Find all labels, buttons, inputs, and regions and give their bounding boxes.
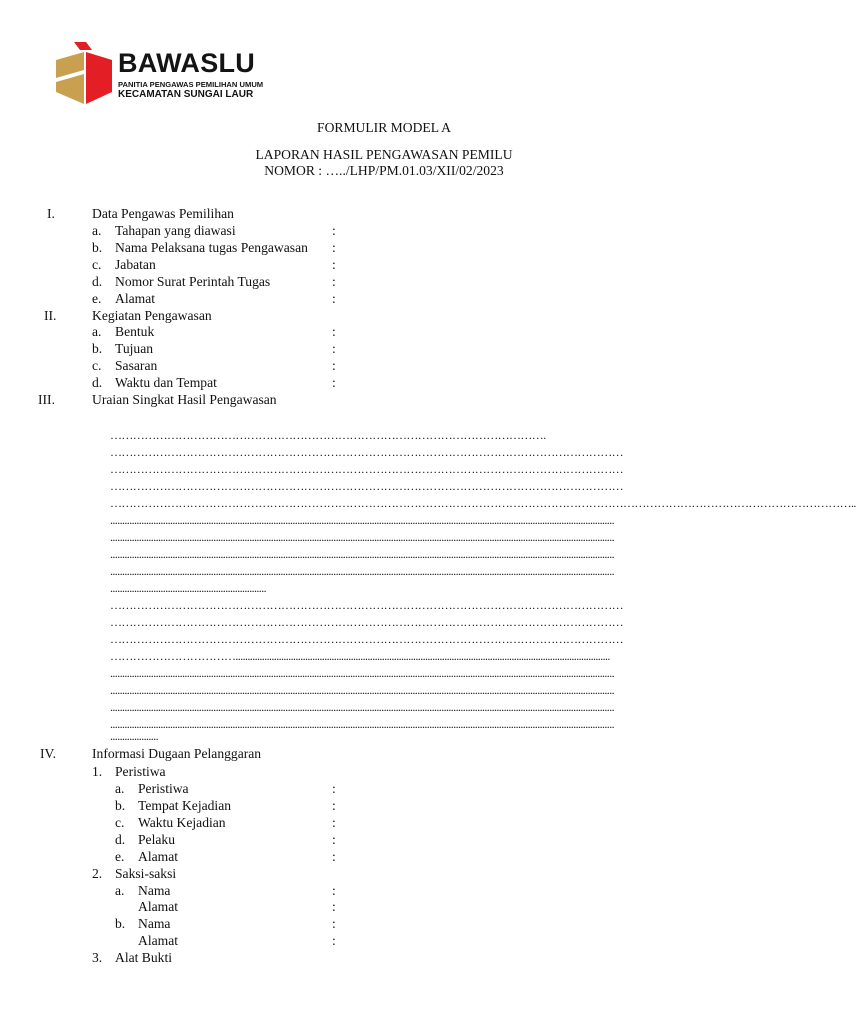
- s2-item-label: Waktu dan Tempat: [115, 375, 217, 390]
- field-colon: :: [332, 781, 336, 796]
- section-4-number: IV.: [40, 746, 56, 761]
- dotted-line: ..................................................................................................................................................................................................................: [110, 564, 615, 578]
- s2-item-letter: b.: [92, 341, 103, 356]
- bawaslu-logo: [52, 40, 292, 106]
- form-model-title: FORMULIR MODEL A: [317, 120, 451, 135]
- s1-item-letter: b.: [92, 240, 103, 255]
- bawaslu-emblem-icon: [52, 40, 114, 106]
- dotted-line: ..................................................................................................................................................................................................................: [110, 666, 615, 680]
- section-3-number: III.: [38, 392, 55, 407]
- s2-item-letter: d.: [92, 375, 103, 390]
- s1-item-letter: c.: [92, 257, 102, 272]
- s4-item-letter: e.: [115, 849, 125, 864]
- dotted-line: ………………………………………………………………………………………………………………………: [110, 462, 624, 476]
- s4-item-label: Alamat: [138, 899, 179, 914]
- s1-item-label: Tahapan yang diawasi: [115, 223, 236, 238]
- s4-item-letter: a.: [115, 883, 125, 898]
- s2-item-letter: c.: [92, 358, 102, 373]
- field-colon: :: [332, 815, 336, 830]
- field-colon: :: [332, 240, 336, 255]
- field-colon: :: [332, 358, 336, 373]
- dotted-line: ………………………………………………………………………………………………………………………: [110, 615, 624, 629]
- s4-sub1-number: 1.: [92, 764, 103, 779]
- dotted-line: ..................................................................................................................................................................................................................: [110, 683, 615, 697]
- s1-item-label: Jabatan: [115, 257, 156, 272]
- s4-sub3-title: Alat Bukti: [115, 950, 173, 965]
- s4-item-label: Alamat: [138, 849, 179, 864]
- field-colon: :: [332, 798, 336, 813]
- dotted-line: ..................................................................................................................................................................................................................: [110, 547, 615, 561]
- dotted-line: ..................................................................................................................................................................................................................: [110, 513, 615, 527]
- s2-item-label: Tujuan: [115, 341, 154, 356]
- s4-item-label: Alamat: [138, 933, 179, 948]
- s4-item-letter: a.: [115, 781, 125, 796]
- section-4-title: Informasi Dugaan Pelanggaran: [92, 746, 262, 761]
- s1-item-label: Nomor Surat Perintah Tugas: [115, 274, 271, 289]
- s2-item-label: Bentuk: [115, 324, 155, 339]
- dotted-line: .................................................................: [110, 581, 267, 595]
- s1-item-label: Alamat: [115, 291, 156, 306]
- logo-name: BAWASLU: [118, 48, 256, 78]
- field-colon: :: [332, 883, 336, 898]
- section-1-title: Data Pengawas Pemilihan: [92, 206, 234, 221]
- field-colon: :: [332, 324, 336, 339]
- s4-item-label: Nama: [138, 883, 171, 898]
- section-2-number: II.: [44, 308, 57, 323]
- field-colon: :: [332, 291, 336, 306]
- s1-item-label: Nama Pelaksana tugas Pengawasan: [115, 240, 308, 255]
- field-colon: :: [332, 916, 336, 931]
- logo-district: KECAMATAN SUNGAI LAUR: [118, 89, 254, 100]
- field-colon: :: [332, 341, 336, 356]
- section-3-title: Uraian Singkat Hasil Pengawasan: [92, 392, 277, 407]
- s1-item-letter: a.: [92, 223, 102, 238]
- section-2-title: Kegiatan Pengawasan: [92, 308, 212, 323]
- s4-item-letter: c.: [115, 815, 125, 830]
- dotted-line: ..................................................................................................................................................................................................................: [110, 530, 615, 544]
- report-number: NOMOR : …../LHP/PM.01.03/XII/02/2023: [264, 163, 504, 178]
- s4-sub2-title: Saksi-saksi: [115, 866, 177, 881]
- s2-item-letter: a.: [92, 324, 102, 339]
- s4-item-label: Peristiwa: [138, 781, 189, 796]
- s4-item-letter: d.: [115, 832, 126, 847]
- section-1-number: I.: [47, 206, 55, 221]
- s4-item-label: Tempat Kejadian: [138, 798, 232, 813]
- report-title: LAPORAN HASIL PENGAWASAN PEMILU: [255, 147, 513, 162]
- dotted-line: ..................................................................................................................................................................................................................: [110, 700, 615, 714]
- s4-sub1-title: Peristiwa: [115, 764, 166, 779]
- s4-item-label: Nama: [138, 916, 171, 931]
- s4-item-letter: b.: [115, 798, 126, 813]
- field-colon: :: [332, 274, 336, 289]
- field-colon: :: [332, 375, 336, 390]
- field-colon: :: [332, 933, 336, 948]
- dotted-line: ....................: [110, 729, 159, 743]
- field-colon: :: [332, 899, 336, 914]
- dotted-line: ..................................................................................................................................................................................................................: [110, 717, 615, 731]
- s4-sub2-number: 2.: [92, 866, 103, 881]
- field-colon: :: [332, 223, 336, 238]
- s4-sub3-number: 3.: [92, 950, 103, 965]
- dotted-line: ………………………………………………………………………………………………………………………: [110, 632, 624, 646]
- field-colon: :: [332, 849, 336, 864]
- dotted-line: ………………………………………………………………………………………………………………………: [110, 445, 624, 459]
- logo-subtitle: PANITIA PENGAWAS PEMILIHAN UMUM: [118, 80, 264, 89]
- s1-item-letter: e.: [92, 291, 102, 306]
- dotted-line: ……………………………………………………………………………………………………………………………………………………………………………..: [110, 496, 856, 510]
- s4-item-label: Waktu Kejadian: [138, 815, 226, 830]
- s4-item-letter: b.: [115, 916, 126, 931]
- dotted-line: ………………………………………………………………………………………………………………………: [110, 598, 624, 612]
- s2-item-label: Sasaran: [115, 358, 158, 373]
- field-colon: :: [332, 832, 336, 847]
- dotted-line: ………………………………………………………………………………………………………………………: [110, 479, 624, 493]
- dotted-line: ……………………………............................................................................................................................................................: [110, 649, 610, 663]
- s4-item-label: Pelaku: [138, 832, 175, 847]
- s1-item-letter: d.: [92, 274, 103, 289]
- field-colon: :: [332, 257, 336, 272]
- dotted-line: …………………………………………………………………………………………………….: [110, 428, 546, 442]
